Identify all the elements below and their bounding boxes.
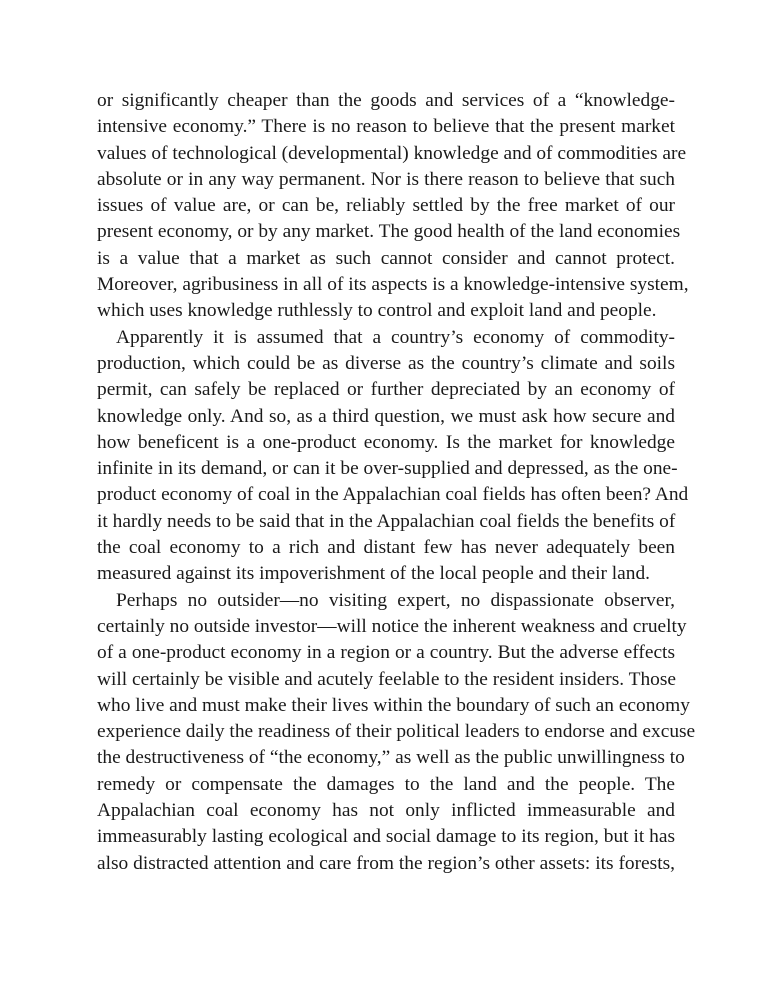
text-line: Apparently it is assumed that a country’s economy of commodity- <box>116 326 675 348</box>
text-line: also distracted attention and care from the region’s other assets: its forests, <box>97 852 675 874</box>
text-line: intensive economy.” There is no reason to believe that the present market <box>97 116 675 138</box>
text-line: present economy, or by any market. The good health of the land economies <box>97 221 681 243</box>
text-line: absolute or in any way permanent. Nor is there reason to believe that such <box>97 168 675 190</box>
text-line: of a one-product economy in a region or a country. But the adverse effects <box>97 642 675 664</box>
text-line: permit, can safely be replaced or further depreciated by an economy of <box>97 379 675 401</box>
text-line: which uses knowledge ruthlessly to control and exploit land and people. <box>97 300 657 322</box>
text-line: Perhaps no outsider—no visiting expert, no dispassionate observer, <box>116 589 675 611</box>
text-line: product economy of coal in the Appalachian coal fields has often been? And <box>97 484 689 506</box>
text-line: knowledge only. And so, as a third question, we must ask how secure and <box>97 405 675 427</box>
text-line: the destructiveness of “the economy,” as well as the public unwillingness to <box>97 747 685 769</box>
text-line: the coal economy to a rich and distant few has never adequately been <box>97 537 675 559</box>
text-line: or significantly cheaper than the goods and services of a “knowledge- <box>97 90 675 111</box>
text-line: who live and must make their lives within the boundary of such an economy <box>97 694 690 716</box>
text-line: issues of value are, or can be, reliably settled by the free market of our <box>97 195 675 217</box>
text-line: infinite in its demand, or can it be over-supplied and depressed, as the one- <box>97 458 678 480</box>
text-line: it hardly needs to be said that in the Appalachian coal fields the benefits of <box>97 510 676 532</box>
text-line: Appalachian coal economy has not only inflicted immeasurable and <box>97 800 675 822</box>
text-line: is a value that a market as such cannot consider and cannot protect. <box>97 247 675 269</box>
document-page <box>97 88 696 877</box>
text-line: production, which could be as diverse as the country’s climate and soils <box>97 352 675 374</box>
text-line: values of technological (developmental) knowledge and of commodities are <box>97 142 687 164</box>
text-line: certainly no outside investor—will notice the inherent weakness and cruelty <box>97 615 687 637</box>
paragraph-3 <box>97 588 696 877</box>
text-line: will certainly be visible and acutely feelable to the resident insiders. Those <box>97 668 677 690</box>
text-line: how beneficent is a one-product economy. Is the market for knowledge <box>97 431 675 453</box>
paragraph-2 <box>97 325 689 588</box>
text-line: experience daily the readiness of their political leaders to endorse and excuse <box>97 721 696 743</box>
paragraph-1 <box>97 88 689 325</box>
text-line: immeasurably lasting ecological and social damage to its region, but it has <box>97 826 675 848</box>
text-line: Moreover, agribusiness in all of its aspects is a knowledge-intensive system, <box>97 274 689 296</box>
text-line: remedy or compensate the damages to the land and the people. The <box>97 773 675 795</box>
text-line: measured against its impoverishment of the local people and their land. <box>97 563 651 585</box>
